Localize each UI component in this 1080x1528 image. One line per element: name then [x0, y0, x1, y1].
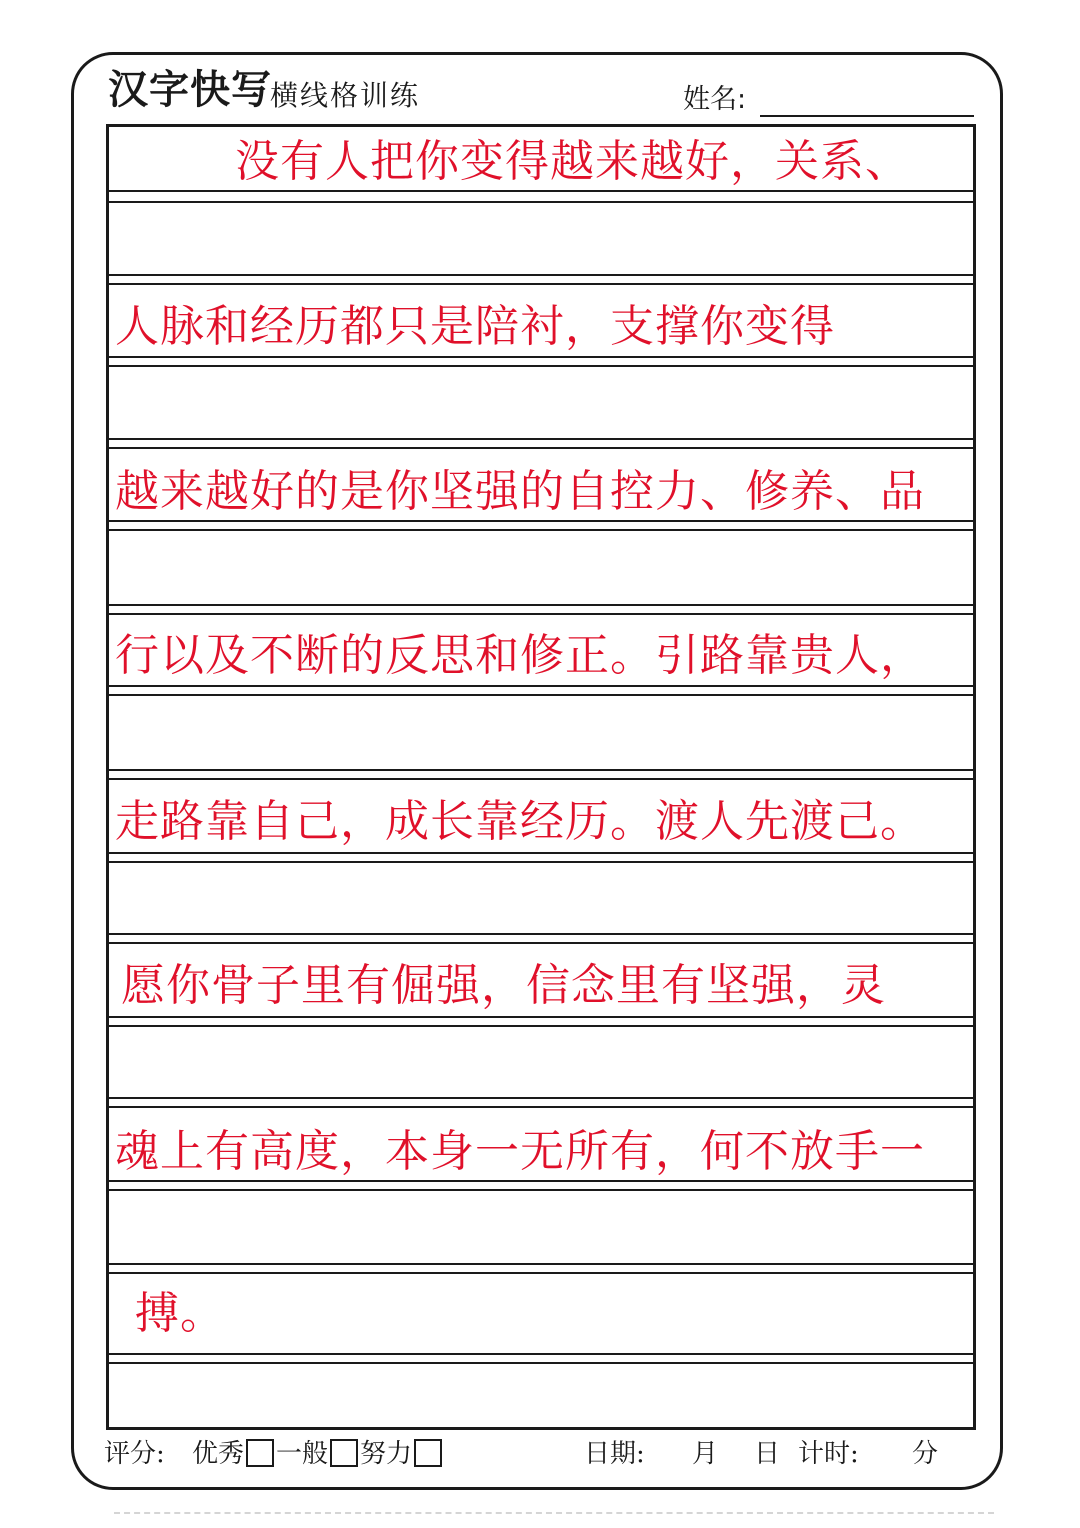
rule-line	[109, 852, 973, 854]
handwritten-line-5: 走路靠自己，成长靠经历。渡人先渡己。	[115, 796, 925, 847]
rule-line	[109, 529, 973, 531]
rule-line	[109, 438, 973, 440]
worksheet-footer	[104, 1437, 974, 1477]
month-label: 月	[692, 1439, 719, 1469]
rule-line	[109, 1025, 973, 1027]
rule-line	[109, 1272, 973, 1274]
rule-line	[109, 283, 973, 285]
rule-line	[109, 604, 973, 606]
rule-line	[109, 933, 973, 935]
rule-line	[109, 1097, 973, 1099]
score-label: 评分:	[104, 1439, 165, 1469]
rule-line	[109, 1180, 973, 1182]
rule-line	[109, 1189, 973, 1191]
name-label: 姓名:	[683, 84, 747, 115]
rule-line	[109, 365, 973, 367]
option-excellent-label: 优秀	[192, 1439, 245, 1469]
handwritten-line-1: 没有人把你变得越来越好，关系、	[235, 136, 910, 187]
time-label: 计时:	[798, 1439, 859, 1469]
handwritten-line-7: 魂上有高度，本身一无所有，何不放手一	[115, 1126, 925, 1177]
rule-line	[109, 685, 973, 687]
minute-label: 分	[912, 1439, 939, 1469]
rule-line	[109, 1263, 973, 1265]
writing-grid	[106, 124, 976, 1430]
rule-line	[109, 520, 973, 522]
rule-line	[109, 201, 973, 203]
day-label: 日	[754, 1439, 781, 1469]
rule-line	[109, 1016, 973, 1018]
rule-line	[109, 1353, 973, 1355]
scan-edge	[114, 1512, 994, 1514]
rule-line	[109, 942, 973, 944]
rule-line	[109, 447, 973, 449]
option-effort-label: 努力	[360, 1439, 413, 1469]
rule-line	[109, 190, 973, 192]
option-average-checkbox[interactable]	[330, 1439, 358, 1467]
rule-line	[109, 356, 973, 358]
rule-line	[109, 274, 973, 276]
rule-line	[109, 1362, 973, 1364]
rule-line	[109, 694, 973, 696]
name-field[interactable]	[760, 115, 974, 117]
handwritten-line-4: 行以及不断的反思和修正。引路靠贵人，	[115, 630, 925, 681]
rule-line	[109, 778, 973, 780]
handwritten-line-8: 搏。	[135, 1288, 225, 1339]
rule-line	[109, 769, 973, 771]
handwritten-line-3: 越来越好的是你坚强的自控力、修养、品	[115, 466, 925, 517]
option-effort-checkbox[interactable]	[414, 1439, 442, 1467]
worksheet-subtitle: 横线格训练	[270, 79, 421, 112]
score-options	[192, 1437, 444, 1471]
worksheet-title: 汉字快写	[108, 66, 272, 113]
option-average-label: 一般	[276, 1439, 329, 1469]
handwritten-line-2: 人脉和经历都只是陪衬，支撑你变得	[115, 301, 835, 352]
rule-line	[109, 613, 973, 615]
rule-line	[109, 1106, 973, 1108]
rule-line	[109, 861, 973, 863]
date-label: 日期:	[584, 1439, 645, 1469]
option-excellent-checkbox[interactable]	[246, 1439, 274, 1467]
handwritten-line-6: 愿你骨子里有倔强，信念里有坚强，灵	[121, 960, 886, 1011]
